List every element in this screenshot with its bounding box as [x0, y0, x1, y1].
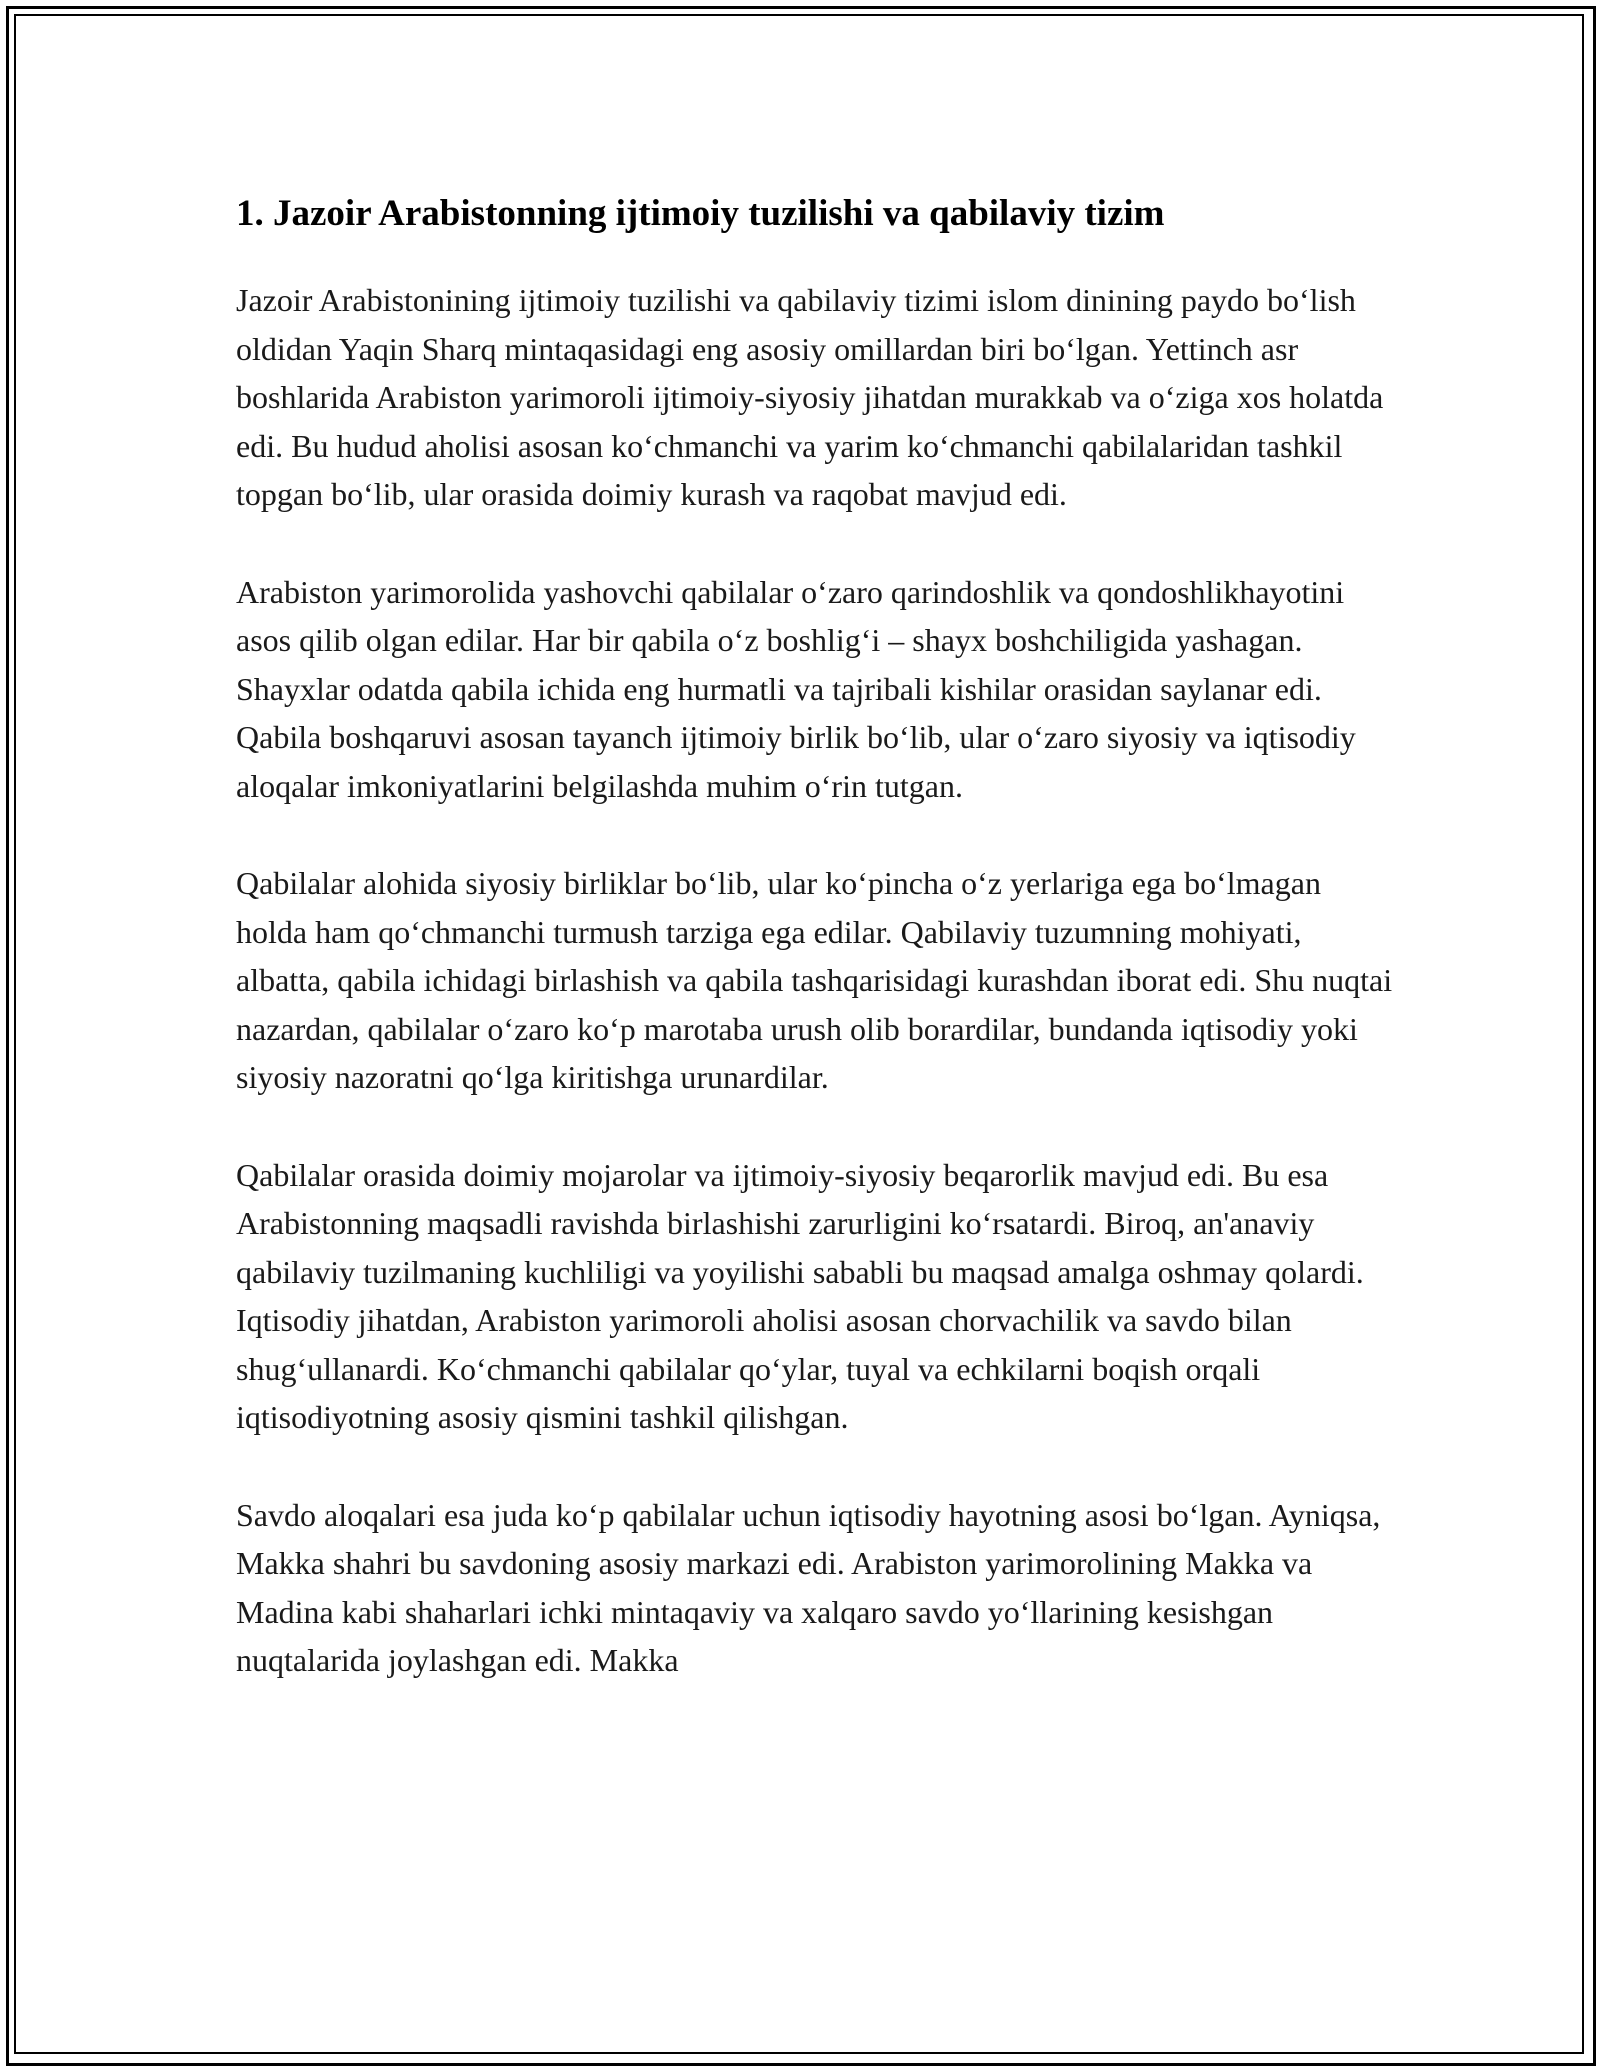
paragraph-5: Savdo aloqalari esa juda ko‘p qabilalar uchun iqtisodiy hayotning asosi bo‘lgan. Ayniqsa, Makka shahri bu savdoning asosiy markazi edi. Arabiston yarimorolining Makka va Madina kabi shaharlari ichki mintaqaviy va xalqaro savdo yo‘llarining kesishgan nuqtalarida joylashgan edi. Makka [236, 1496, 1381, 1678]
paragraph-2: Arabiston yarimorolida yashovchi qabilalar o‘zaro qarindoshlik va qondoshlikhayotini asos qilib olgan edilar. Har bir qabila o‘z boshlig‘i – shayx boshchiligida yashagan. Shayxlar odatda qabila ichida eng hurmatli va tajribali kishilar orasidan saylanar edi. Qabila boshqaruvi asosan tayanch ijtimoiy birlik bo‘lib, ular o‘zaro siyosiy va iqtisodiy aloqalar imkoniyatlarini belgilashda muhim o‘rin tutgan. [236, 573, 1356, 804]
paragraph-4: Qabilalar orasida doimiy mojarolar va ijtimoiy-siyosiy beqarorlik mavjud edi. Bu esa Arabistonning maqsadli ravishda birlashishi zarurligini ko‘rsatardi. Biroq, an'anaviy qabilaviy tuzilmaning kuchliligi va yoyilishi sababli bu maqsad amalga oshmay qolardi. Iqtisodiy jihatdan, Arabiston yarimoroli aholisi asosan chorvachilik va savdo bilan shug‘ullanardi. Ko‘chmanchi qabilalar qo‘ylar, tuyal va echkilarni boqish orqali iqtisodiyotning asosiy qismini tashkil qilishgan. [236, 1156, 1364, 1435]
paragraph-1: Jazoir Arabistonining ijtimoiy tuzilishi va qabilaviy tizimi islom dinining paydo bo‘lish oldidan Yaqin Sharq mintaqasidagi eng asosiy omillardan biri bo‘lgan. Yettinch asr boshlarida Arabiston yarimoroli ijtimoiy-siyosiy jihatdan murakkab va o‘ziga xos holatda edi. Bu hudud aholisi asosan ko‘chmanchi va yarim ko‘chmanchi qabilalaridan tashkil topgan bo‘lib, ular orasida doimiy kurash va raqobat mavjud edi. [236, 282, 1384, 512]
document-body [236, 180, 1396, 1734]
paragraph-3: Qabilalar alohida siyosiy birliklar bo‘lib, ular ko‘pincha o‘z yerlariga ega bo‘lmagan holda ham qo‘chmanchi turmush tarziga ega edilar. Qabilaviy tuzumning mohiyati, albatta, qabila ichidagi birlashish va qabila tashqarisidagi kurashdan iborat edi. Shu nuqtai nazardan, qabilalar o‘zaro ko‘p marotaba urush olib borardilar, bundanda iqtisodiy yoki siyosiy nazoratni qo‘lga kiritishga urunardilar. [236, 865, 1393, 1095]
section-heading: 1. Jazoir Arabistonning ijtimoiy tuzilishi va qabilaviy tizim [236, 193, 1165, 234]
